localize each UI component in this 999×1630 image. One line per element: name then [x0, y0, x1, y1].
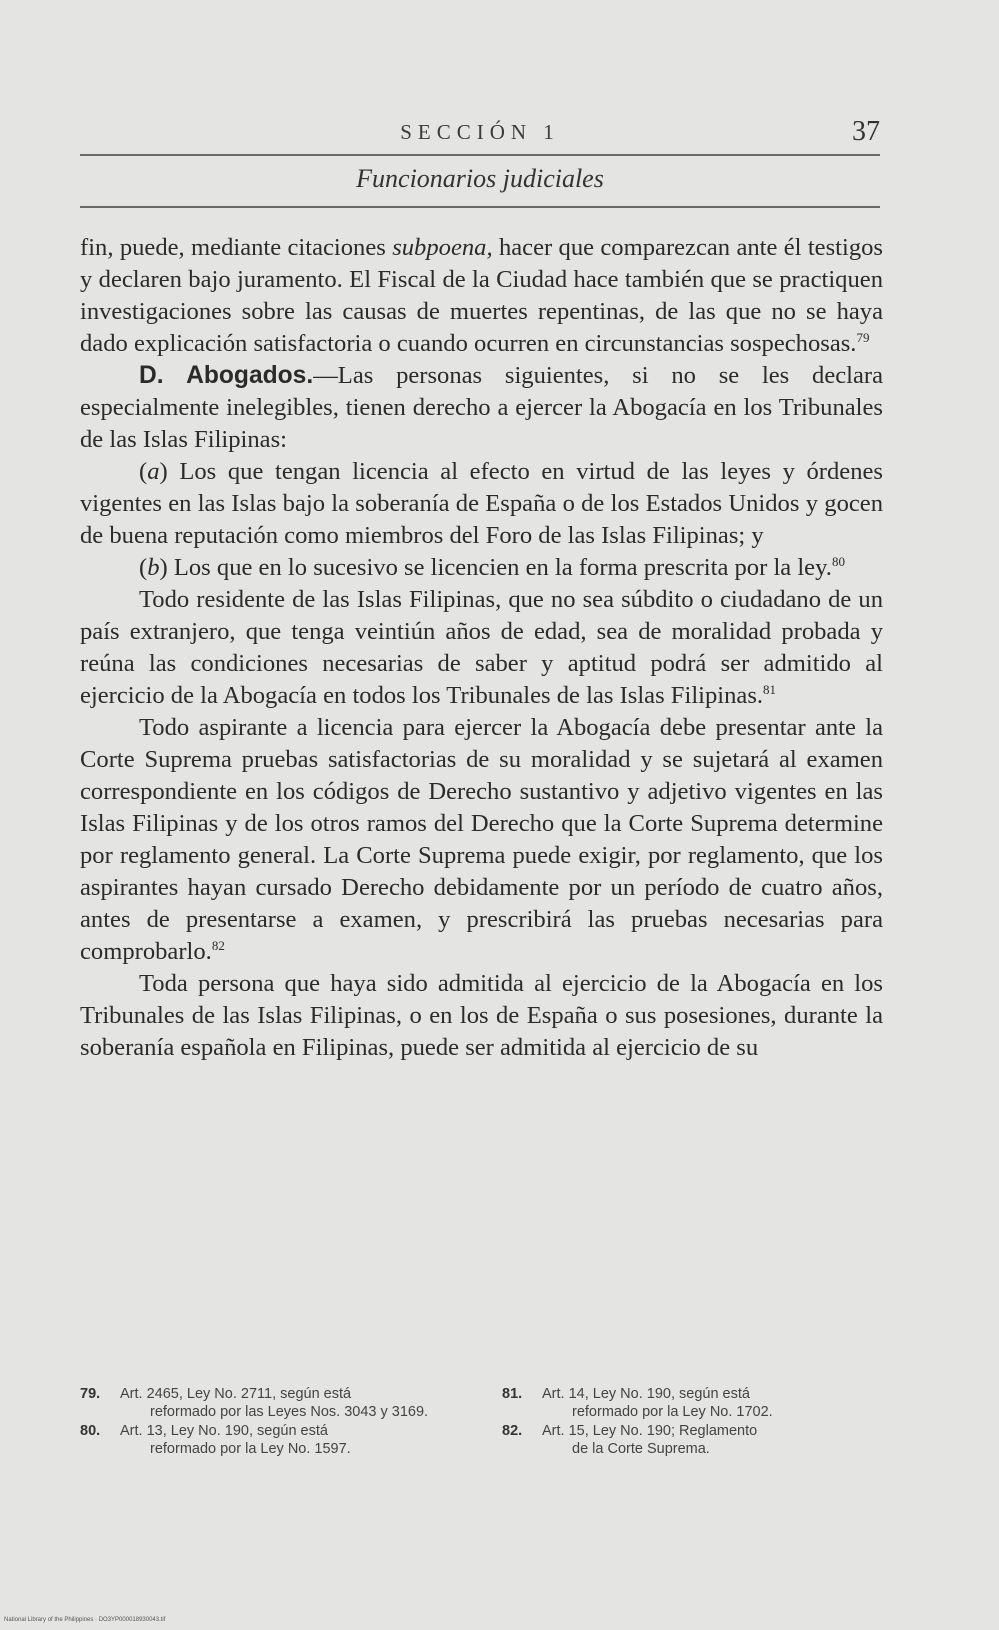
paragraph-6 — [80, 712, 883, 968]
page-number: 37 — [852, 116, 880, 147]
paragraph-4: (b) Los que en lo sucesivo se licencien en la forma prescrita por la ley.$^{80}$ — [139, 554, 845, 581]
header-rule-top — [80, 154, 880, 156]
footnote-number: 82. — [502, 1423, 523, 1439]
paragraph-7 — [80, 968, 883, 1064]
body-text — [80, 232, 883, 1064]
footnotes-right-column — [502, 1386, 887, 1460]
footnote-number: 80. — [80, 1423, 101, 1439]
footnote-text-cont: reformado por las Leyes Nos. 3043 y 3169. — [150, 1403, 429, 1420]
footnote-text-cont: reformado por la Ley No. 1702. — [572, 1403, 773, 1420]
running-head — [80, 112, 880, 152]
footnote-number: 79. — [80, 1386, 101, 1402]
paragraph-5-text: Todo residente de las Islas Filipinas, que no sea súbdito o ciudadano de un país extranjero, que tenga veintiún años de edad, sea de moralidad probada y reúna las condiciones necesarias de saber y aptitud podrá ser admitido al ejercicio de la Abogacía en todos los Tribunales de las Islas Filipinas. — [80, 586, 883, 709]
footnote-number: 81. — [502, 1386, 523, 1402]
chapter-subtitle: Funcionarios judiciales — [356, 164, 604, 193]
header-rule-bottom — [80, 206, 880, 208]
paragraph-4-text: Los que en lo sucesivo se licencien en la forma prescrita por la ley. — [167, 554, 832, 581]
footnote-text-cont: reformado por la Ley No. 1597. — [150, 1440, 351, 1457]
footnote-text: Art. 14, Ley No. 190, según está — [542, 1386, 750, 1402]
paragraph-1-text-a: fin, puede, mediante citaciones — [80, 234, 393, 261]
footnote-text: Art. 13, Ley No. 190, según está — [120, 1423, 328, 1439]
scan-imprint: National Library of the Philippines · DO3YP000018930043.tif — [4, 1617, 166, 1623]
paragraph-1 — [80, 232, 883, 360]
footnote-79 — [80, 1386, 465, 1421]
paragraph-6-text: Todo aspirante a licencia para ejercer la Abogacía debe presentar ante la Corte Suprema pruebas satisfactorias de su moralidad y se sujetará al examen correspondiente en los códigos de Derecho sustantivo y adjetivo vigentes en las Islas Filipinas y de los otros ramos del Derecho que la Corte Suprema determine por reglamento general. La Corte Suprema puede exigir, por reglamento, que los aspirantes hayan cursado Derecho debidamente por un período de cuatro años, antes de presentarse a examen, y prescribirá las pruebas necesarias para comprobarlo. — [80, 714, 883, 965]
footnote-81 — [502, 1386, 887, 1421]
paragraph-1-text-b: hacer que comparezcan ante él testigos y declaren bajo juramento. El Fiscal de la Ciudad hace también que se practiquen investigaciones sobre las causas de muertes repentinas, de las que no se haya dado explicación satisfactoria o cuando ocurren en circunstancias sospechosas. — [80, 234, 883, 357]
paragraph-1-italic: subpoena, — [392, 234, 493, 261]
footnote-ref-81: 81 — [763, 682, 777, 697]
footnote-ref-82: 82 — [211, 938, 225, 953]
item-label-a: a — [147, 458, 160, 485]
paragraph-2 — [80, 360, 883, 456]
paragraph-5 — [80, 584, 883, 712]
paragraph-3-text: Los que tengan licencia al efecto en virtud de las leyes y órdenes vigentes en las Islas bajo la soberanía de España o de los Estados Unidos y gocen de buena reputación como miembros del Foro de las Islas Filipinas; y — [80, 458, 883, 549]
section-heading-abogados: D. Abogados. — [139, 362, 314, 389]
footnote-text-cont: de la Corte Suprema. — [572, 1440, 710, 1457]
item-label-b: b — [147, 554, 160, 581]
footnote-ref-79: 79 — [856, 330, 870, 345]
footnote-text: Art. 2465, Ley No. 2711, según está — [120, 1386, 352, 1402]
footnotes-left-column — [80, 1386, 465, 1460]
paragraph-7-text: Toda persona que haya sido admitida al ejercicio de la Abogacía en los Tribunales de las Islas Filipinas, o en los de España o sus posesiones, durante la soberanía española en Filipinas, puede ser admitida al ejercicio de su — [80, 970, 883, 1061]
paragraph-3: (a) Los que tengan licencia al efecto en virtud de las leyes y órdenes vigentes en las Islas bajo la soberanía de España o de los Estados Unidos y gocen de buena reputación como miembros del Foro de las Islas Filipinas; y — [80, 458, 883, 549]
paragraph-2-text: —Las personas siguientes, si no se les declara especialmente inelegibles, tienen derecho a ejercer la Abogacía en los Tribunales de las Islas Filipinas: — [80, 362, 884, 453]
footnote-ref-80: 80 — [831, 554, 845, 569]
footnote-text: Art. 15, Ley No. 190; Reglamento — [542, 1423, 758, 1439]
footnote-80 — [80, 1423, 465, 1458]
section-label: SECCIÓN 1 — [400, 120, 560, 144]
footnote-82 — [502, 1423, 887, 1458]
